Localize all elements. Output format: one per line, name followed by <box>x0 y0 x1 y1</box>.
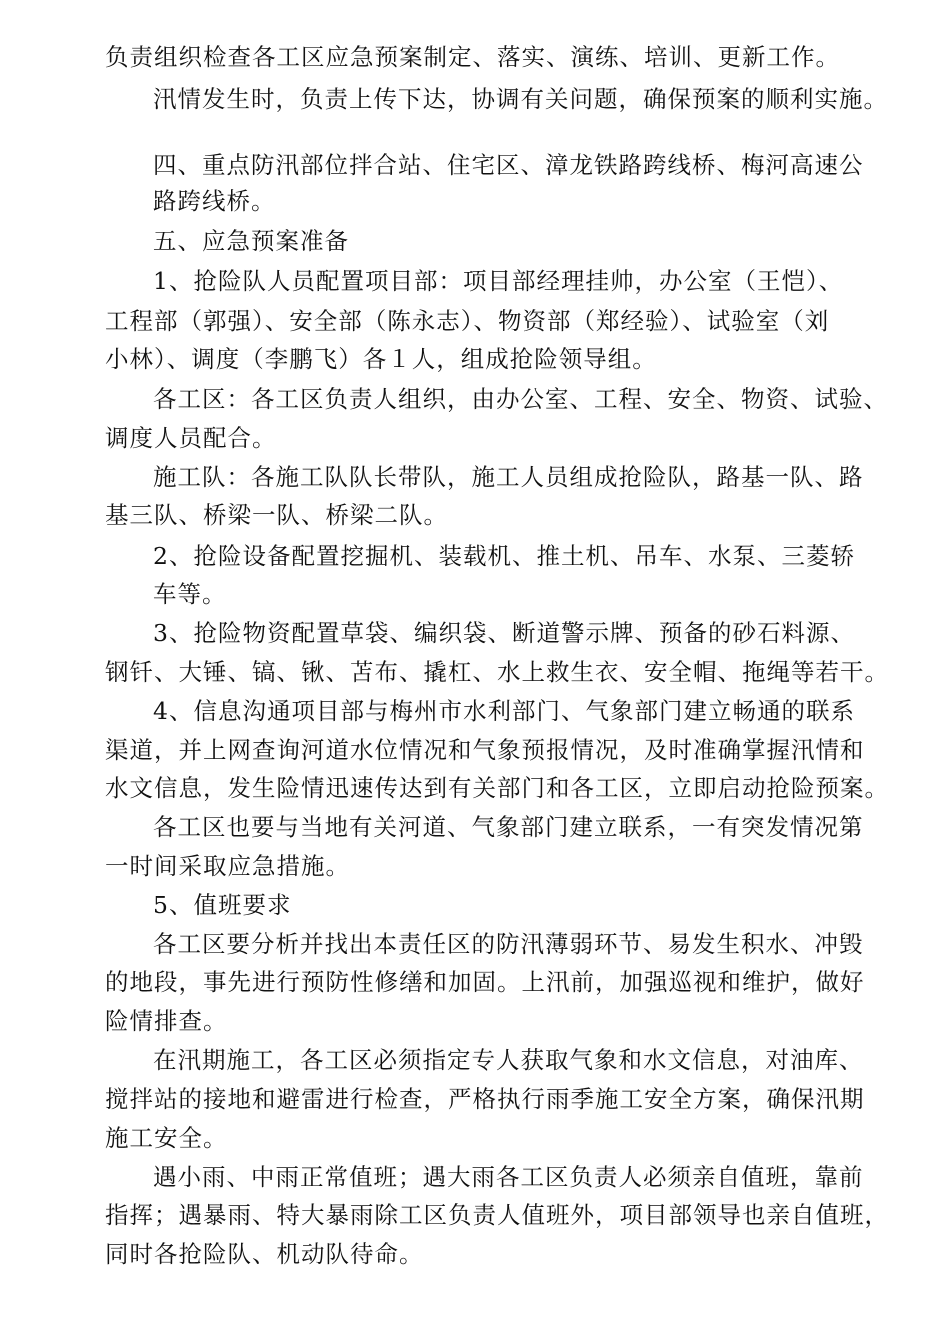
text-line: 施工安全。 <box>105 1124 228 1152</box>
text-line: 负责组织检查各工区应急预案制定、落实、演练、培训、更新工作。 <box>105 43 840 71</box>
text-line: 工程部（郭强）、安全部（陈永志）、物资部（郑经验）、试验室（刘 <box>105 307 830 335</box>
text-line: 路跨线桥。 <box>153 187 276 215</box>
text-line: 施工队：各施工队队长带队，施工人员组成抢险队，路基一队、路 <box>153 463 864 491</box>
text-line: 险情排查。 <box>105 1007 228 1035</box>
text-line: 1、抢险队人员配置项目部：项目部经理挂帅，办公室（王恺）、 <box>153 267 844 295</box>
text-line: 4、信息沟通项目部与梅州市水利部门、气象部门建立畅通的联系 <box>153 697 855 725</box>
text-line: 各工区要分析并找出本责任区的防汛薄弱环节、易发生积水、冲毁 <box>153 930 864 958</box>
text-line: 调度人员配合。 <box>105 424 277 452</box>
text-line: 渠道，并上网查询河道水位情况和气象预报情况，及时准确掌握汛情和 <box>105 736 865 764</box>
text-line: 3、抢险物资配置草袋、编织袋、断道警示牌、预备的砂石料源、 <box>153 619 855 647</box>
text-line: 钢钎、大锤、镐、锹、苫布、撬杠、水上救生衣、安全帽、拖绳等若干。 <box>105 658 889 686</box>
text-line: 基三队、桥梁一队、桥梁二队。 <box>105 501 448 529</box>
text-line: 一时间采取应急措施。 <box>105 852 350 880</box>
text-line: 在汛期施工，各工区必须指定专人获取气象和水文信息，对油库、 <box>153 1046 864 1074</box>
text-line: 2、抢险设备配置挖掘机、装载机、推土机、吊车、水泵、三菱轿 <box>153 542 855 570</box>
text-line: 水文信息，发生险情迅速传达到有关部门和各工区，立即启动抢险预案。 <box>105 774 889 802</box>
section-heading: 五、应急预案准备 <box>153 227 349 255</box>
text-line: 汛情发生时，负责上传下达，协调有关问题，确保预案的顺利实施。 <box>153 85 888 113</box>
text-line: 指挥；遇暴雨、特大暴雨除工区负责人值班外，项目部领导也亲自值班， <box>105 1201 889 1229</box>
section-heading: 5、值班要求 <box>153 891 292 919</box>
text-line: 小林）、调度（李鹏飞）各１人，组成抢险领导组。 <box>105 345 657 373</box>
text-line: 同时各抢险队、机动队待命。 <box>105 1240 424 1268</box>
section-heading: 四、重点防汛部位拌合站、住宅区、漳龙铁路跨线桥、梅河高速公 <box>153 151 864 179</box>
text-line: 遇小雨、中雨正常值班；遇大雨各工区负责人必须亲自值班，靠前 <box>153 1163 864 1191</box>
text-line: 搅拌站的接地和避雷进行检查，严格执行雨季施工安全方案，确保汛期 <box>105 1085 865 1113</box>
text-line: 各工区也要与当地有关河道、气象部门建立联系，一有突发情况第 <box>153 813 864 841</box>
text-line: 车等。 <box>153 580 227 608</box>
text-line: 各工区：各工区负责人组织，由办公室、工程、安全、物资、试验、 <box>153 385 888 413</box>
text-line: 的地段，事先进行预防性修缮和加固。上汛前，加强巡视和维护，做好 <box>105 968 865 996</box>
